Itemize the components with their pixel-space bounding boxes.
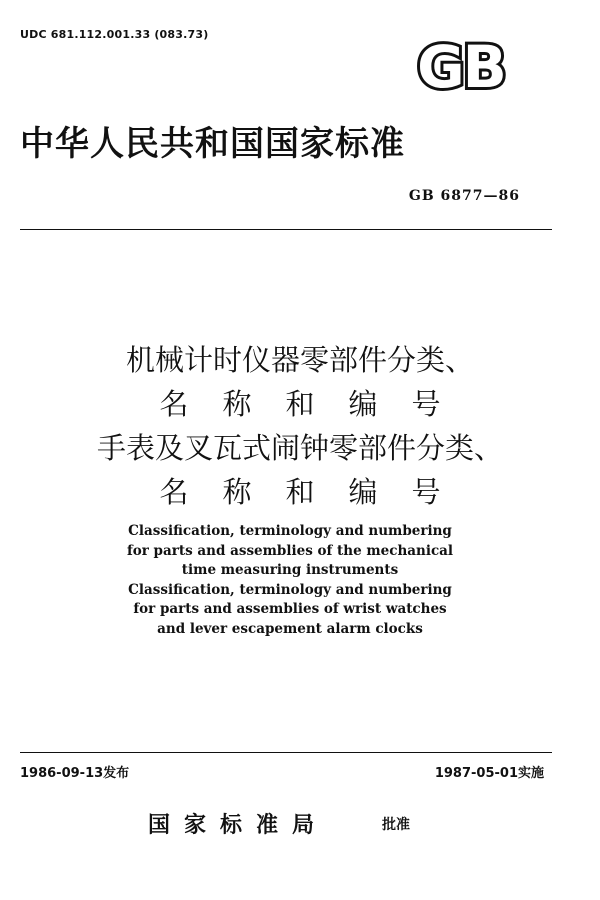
gb-logo [398,33,524,101]
issue-date: 1986-09-13发布 [20,766,130,781]
english-title-line: and lever escapement alarm clocks [157,620,423,637]
chinese-title-line: 名称和编号 [159,475,475,509]
organization-title: 中华人民共和国国家标准 [20,124,405,164]
english-title-line: for parts and assemblies of wrist watches [133,601,447,617]
chinese-title-line: 手表及叉瓦式闹钟零部件分类、 [96,431,503,465]
bottom-divider [20,752,552,753]
standard-number: GB 6877—86 [408,188,520,204]
english-title-block [80,522,500,639]
chinese-title-line: 名称和编号 [159,387,475,421]
implementation-date: 1987-05-01实施 [434,766,544,781]
chinese-title-block [40,338,560,514]
english-title-line: for parts and assemblies of the mechanical [126,542,454,559]
udc-classification: UDC 681.112.001.33 (083.73) [20,28,209,41]
gb-logo-text: GB [417,33,505,101]
english-title-line: Classification, terminology and numbering [128,581,452,598]
approval-label: 批准 [382,817,410,833]
issuing-authority: 国家标准局 [148,813,329,838]
chinese-title-line: 机械计时仪器零部件分类、 [125,343,474,377]
english-title-line: time measuring instruments [181,562,399,578]
english-title-line: Classification, terminology and numbering [128,523,452,539]
top-divider [20,229,552,230]
